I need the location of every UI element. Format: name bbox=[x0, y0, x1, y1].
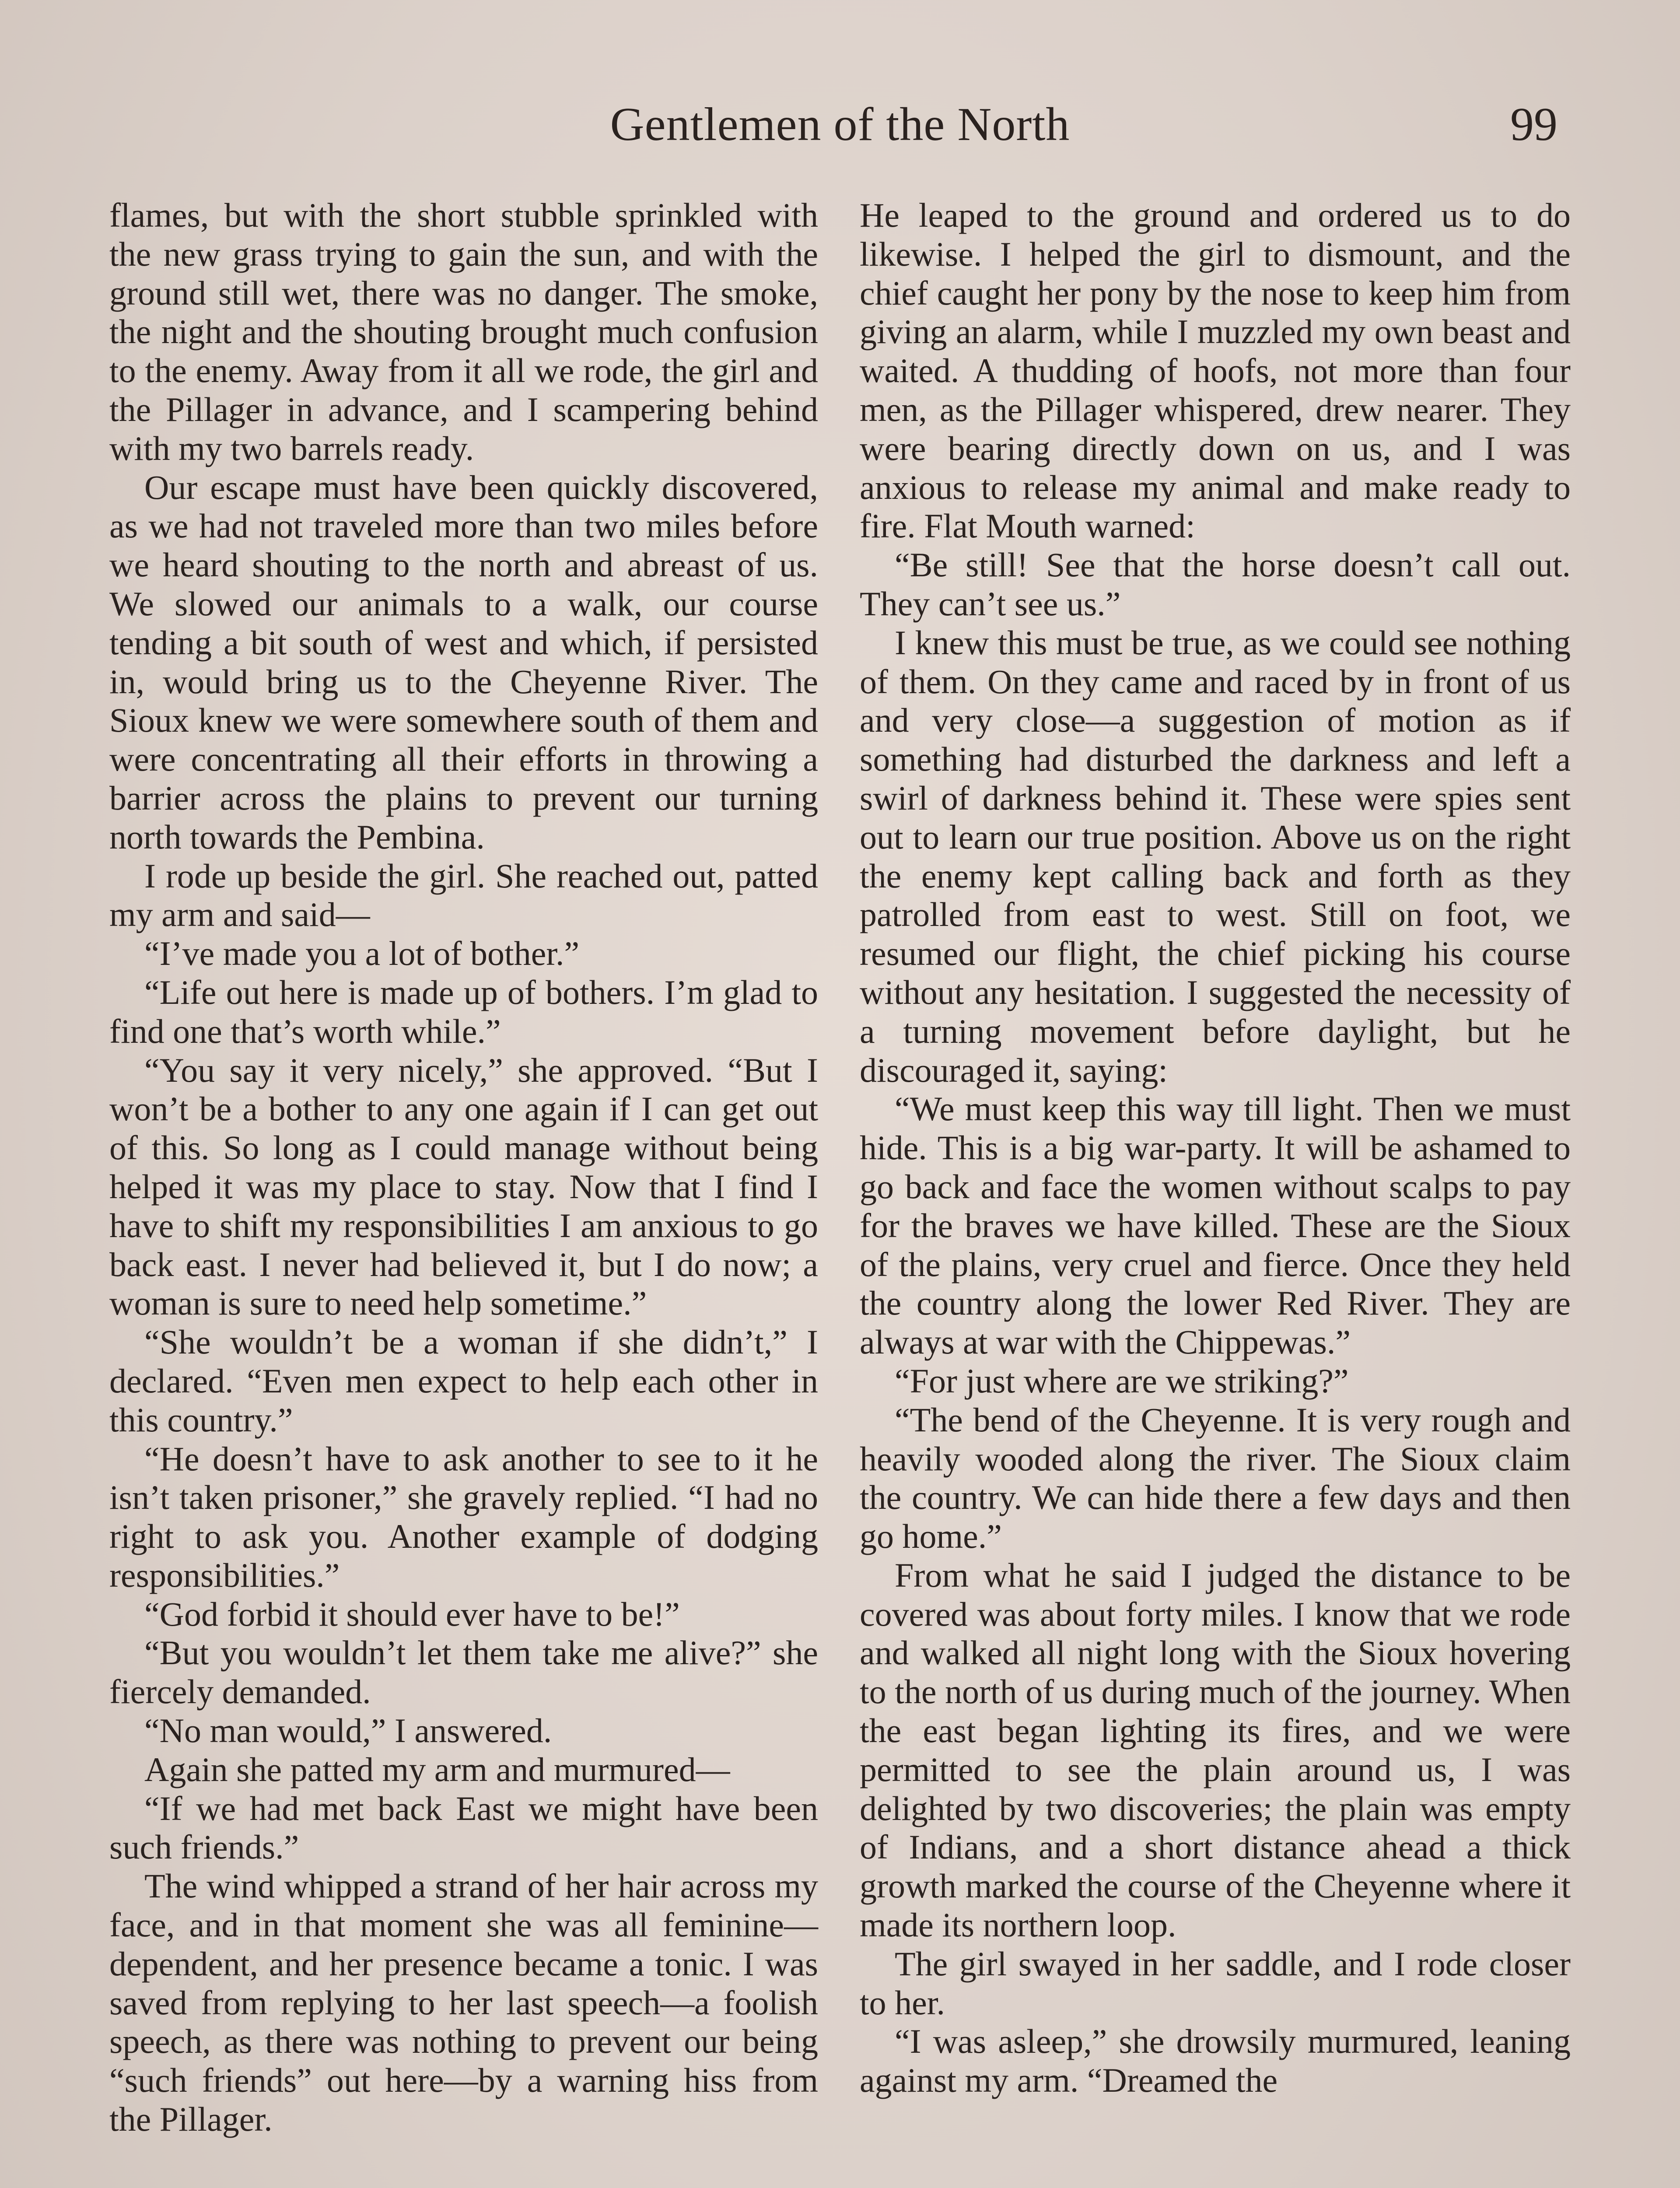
chapter-title: Gentlemen of the North bbox=[610, 98, 1070, 151]
paragraph: I knew this must be true, as we could see nothing of them. On they came and raced by in front of us and very close—a suggestion of motion as if something had disturbed the darkness and left a swirl of darkness behind it. These were spies sent out to learn our true position. Above us on the right the enemy kept calling back and forth as they patrolled from east to west. Still on foot, we resumed our flight, the chief picking his course without any hesitation. I suggested the necessity of a turning movement before daylight, but he discouraged it, saying: bbox=[860, 623, 1571, 1089]
paragraph: Again she patted my arm and murmured— bbox=[144, 1750, 730, 1788]
paragraph: “I was asleep,” she drowsily murmured, leaning against my arm. “Dreamed the bbox=[860, 2022, 1571, 2100]
paragraph: He leaped to the ground and ordered us to do likewise. I helped the girl to dismount, and the chief caught her pony by the nose to keep him from giving an alarm, while I muzzled my own beast and waited. A thudding of hoofs, not more than four men, as the Pillager whispered, drew nearer. They were bearing directly down on us, and I was anxious to release my animal and make ready to fire. Flat Mouth warned: bbox=[860, 196, 1571, 545]
paragraph: flames, but with the short stubble sprinkled with the new grass trying to gain the sun, and with the ground still wet, there was no danger. The smoke, the night and the shouting brought much confusion to the enemy. Away from it all we rode, the girl and the Pillager in advance, and I scampering behind with my two barrels ready. bbox=[109, 196, 818, 467]
paragraph: “No man would,” I answered. bbox=[144, 1711, 552, 1750]
paragraph: “You say it very nicely,” she approved. “But I won’t be a bother to any one again if I can get out of this. So long as I could manage without being helped it was my place to stay. Now that I find I have to shift my responsibilities I am anxious to go back east. I never had believed it, but I do now; a woman is sure to need help sometime.” bbox=[109, 1051, 818, 1322]
paragraph: “He doesn’t have to ask another to see to it he isn’t taken prisoner,” she gravely replied. “I had no right to ask you. Another example of dodging responsibilities.” bbox=[109, 1439, 818, 1594]
paragraph: The girl swayed in her saddle, and I rode closer to her. bbox=[860, 1944, 1571, 2022]
paragraph: “If we had met back East we might have been such friends.” bbox=[109, 1789, 818, 1866]
paragraph: “The bend of the Cheyenne. It is very rough and heavily wooded along the river. The Sioux claim the country. We can hide there a few days and then go home.” bbox=[860, 1400, 1571, 1556]
paragraph: “I’ve made you a lot of bother.” bbox=[144, 934, 580, 973]
paragraph: “We must keep this way till light. Then we must hide. This is a big war-party. It will be ashamed to go back and face the women without scalps to pay for the braves we have killed. These are the Sioux of the plains, very cruel and fierce. Once they held the country along the lower Red River. They are always at war with the Chippewas.” bbox=[860, 1090, 1571, 1361]
paragraph: From what he said I judged the distance to be covered was about forty miles. I know that we rode and walked all night long with the Sioux hovering to the north of us during much of the journey. When the east began lighting its fires, and we were permitted to see the plain around us, I was delighted by two discoveries; the plain was empty of Indians, and a short distance ahead a thick growth marked the course of the Cheyenne where it made its northern loop. bbox=[860, 1556, 1571, 1944]
paragraph: The wind whipped a strand of her hair across my face, and in that moment she was all feminine—dependent, and her presence became a tonic. I was saved from replying to her last speech—a foolish speech, as there was nothing to prevent our being “such friends” out here—by a warning hiss from the Pillager. bbox=[109, 1867, 818, 2139]
paragraph: I rode up beside the girl. She reached out, patted my arm and said— bbox=[109, 856, 818, 934]
paragraph: “For just where are we striking?” bbox=[895, 1361, 1349, 1400]
paragraph: Our escape must have been quickly discovered, as we had not traveled more than two miles before we heard shouting to the north and abreast of us. We slowed our animals to a walk, our course tending a bit south of west and which, if persisted in, would bring us to the Cheyenne River. The Sioux knew we were somewhere south of them and were concentrating all their efforts in throwing a barrier across the plains to prevent our turning north towards the Pembina. bbox=[109, 468, 818, 856]
text-column-left bbox=[109, 196, 818, 2139]
paragraph: “God forbid it should ever have to be!” bbox=[144, 1595, 680, 1633]
paragraph: “Life out here is made up of bothers. I’m glad to find one that’s worth while.” bbox=[109, 973, 818, 1050]
running-head bbox=[0, 94, 1680, 155]
page-number: 99 bbox=[1510, 98, 1558, 151]
text-column-right bbox=[860, 196, 1571, 2100]
paragraph: “Be still! See that the horse doesn’t call out. They can’t see us.” bbox=[860, 546, 1571, 623]
paragraph: “She wouldn’t be a woman if she didn’t,” I declared. “Even men expect to help each other in this country.” bbox=[109, 1323, 818, 1439]
paragraph: “But you wouldn’t let them take me alive?” she fiercely demanded. bbox=[109, 1634, 818, 1711]
